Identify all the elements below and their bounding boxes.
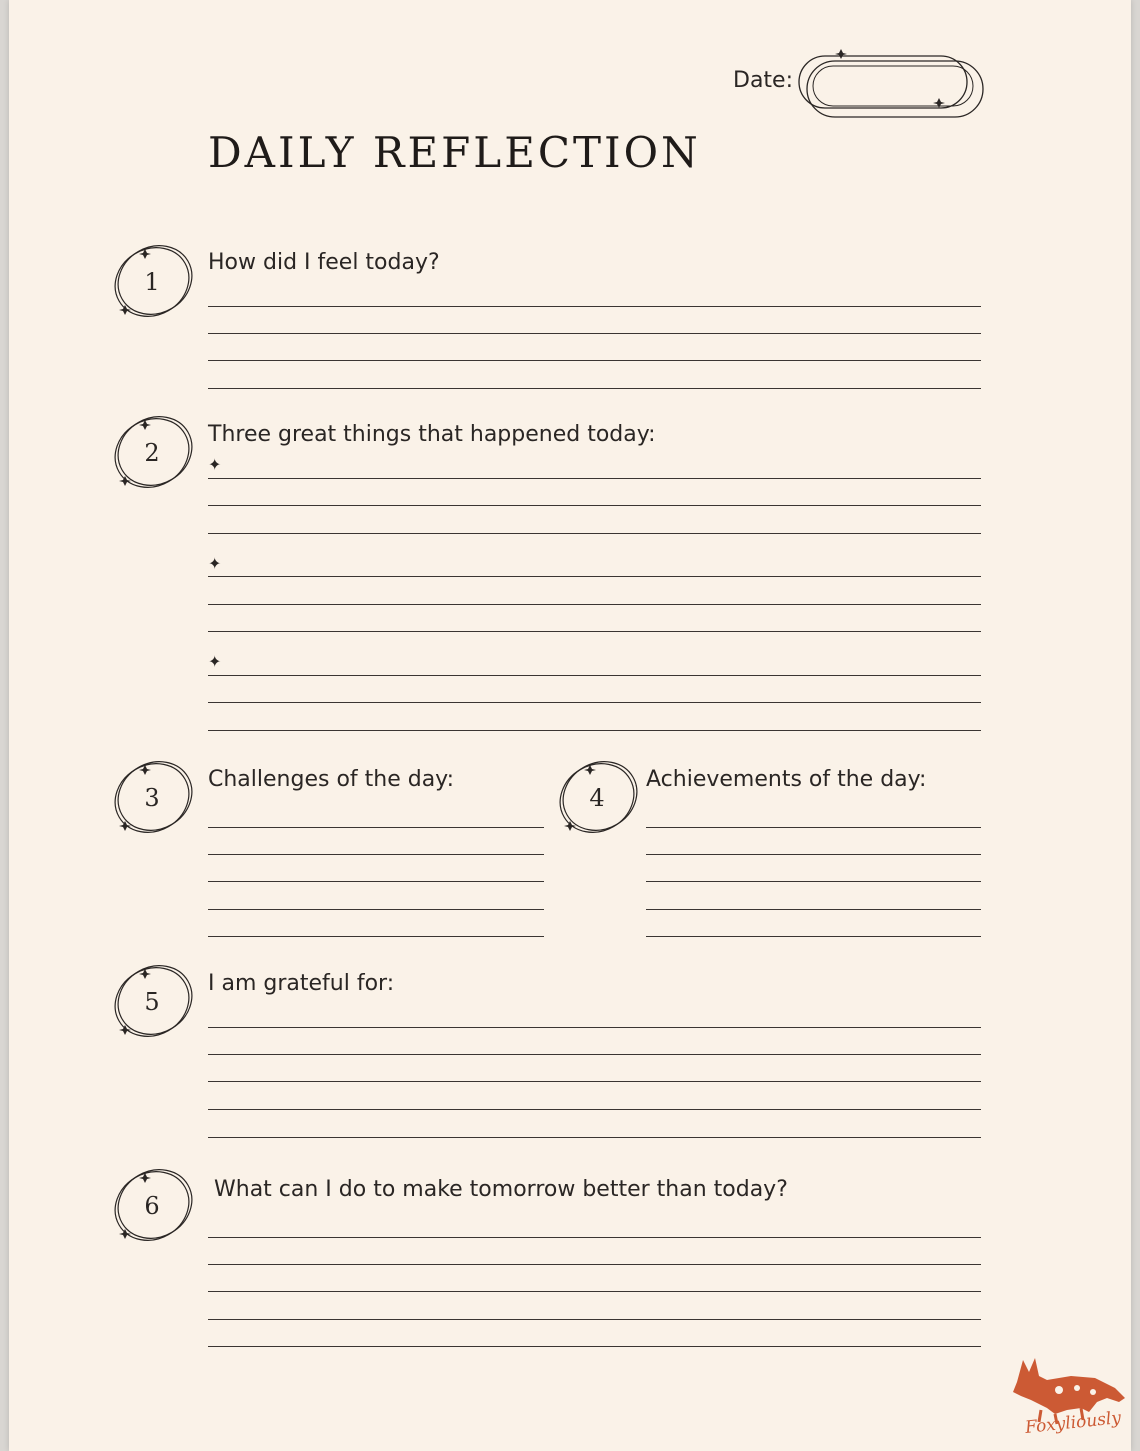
answer-line[interactable]	[208, 333, 981, 334]
worksheet-page	[9, 0, 1131, 1451]
section-5-prompt: I am grateful for:	[208, 971, 395, 996]
answer-line[interactable]	[208, 360, 981, 361]
answer-line[interactable]	[208, 1346, 981, 1347]
date-input-frame[interactable]	[793, 46, 989, 122]
bullet-sparkle-icon: ✦	[208, 652, 222, 671]
answer-line[interactable]	[646, 909, 981, 910]
section-1-number: 1	[144, 268, 160, 296]
section-2-badge	[107, 413, 197, 493]
answer-line[interactable]	[208, 730, 981, 731]
answer-line[interactable]	[208, 881, 544, 882]
answer-line[interactable]	[208, 909, 544, 910]
section-1-prompt: How did I feel today?	[208, 250, 440, 275]
answer-line[interactable]	[208, 1054, 981, 1055]
section-3-prompt: Challenges of the day:	[208, 767, 455, 792]
section-3-badge	[107, 758, 197, 838]
answer-line[interactable]	[208, 1319, 981, 1320]
answer-line[interactable]	[208, 936, 544, 937]
answer-line[interactable]	[208, 675, 981, 676]
bullet-sparkle-icon: ✦	[208, 455, 222, 474]
section-6-badge	[107, 1166, 197, 1246]
answer-line[interactable]	[208, 604, 981, 605]
section-1-badge	[107, 242, 197, 322]
section-2-number: 2	[144, 439, 160, 467]
answer-line[interactable]	[208, 505, 981, 506]
answer-line[interactable]	[208, 1109, 981, 1110]
answer-line[interactable]	[208, 1237, 981, 1238]
page-title: DAILY REFLECTION	[208, 128, 701, 177]
answer-line[interactable]	[646, 881, 981, 882]
answer-line[interactable]	[208, 854, 544, 855]
section-4-number: 4	[589, 784, 605, 812]
answer-line[interactable]	[208, 478, 981, 479]
section-2-prompt: Three great things that happened today:	[208, 422, 656, 447]
answer-line[interactable]	[208, 1027, 981, 1028]
answer-line[interactable]	[646, 827, 981, 828]
section-4-prompt: Achievements of the day:	[646, 767, 927, 792]
section-5-badge	[107, 962, 197, 1042]
answer-line[interactable]	[208, 1137, 981, 1138]
section-3-number: 3	[144, 784, 160, 812]
answer-line[interactable]	[208, 1081, 981, 1082]
answer-line[interactable]	[208, 1264, 981, 1265]
answer-line[interactable]	[208, 306, 981, 307]
answer-line[interactable]	[208, 388, 981, 389]
answer-line[interactable]	[208, 702, 981, 703]
answer-line[interactable]	[208, 827, 544, 828]
brand-signature: Foxyliously	[1024, 1408, 1122, 1438]
date-label: Date:	[733, 68, 793, 93]
answer-line[interactable]	[208, 631, 981, 632]
bullet-sparkle-icon: ✦	[208, 554, 222, 573]
section-5-number: 5	[144, 988, 160, 1016]
answer-line[interactable]	[208, 533, 981, 534]
section-6-prompt: What can I do to make tomorrow better than today?	[214, 1177, 788, 1202]
answer-line[interactable]	[646, 854, 981, 855]
section-6-number: 6	[144, 1192, 160, 1220]
answer-line[interactable]	[208, 1291, 981, 1292]
section-4-badge	[552, 758, 642, 838]
answer-line[interactable]	[208, 576, 981, 577]
answer-line[interactable]	[646, 936, 981, 937]
